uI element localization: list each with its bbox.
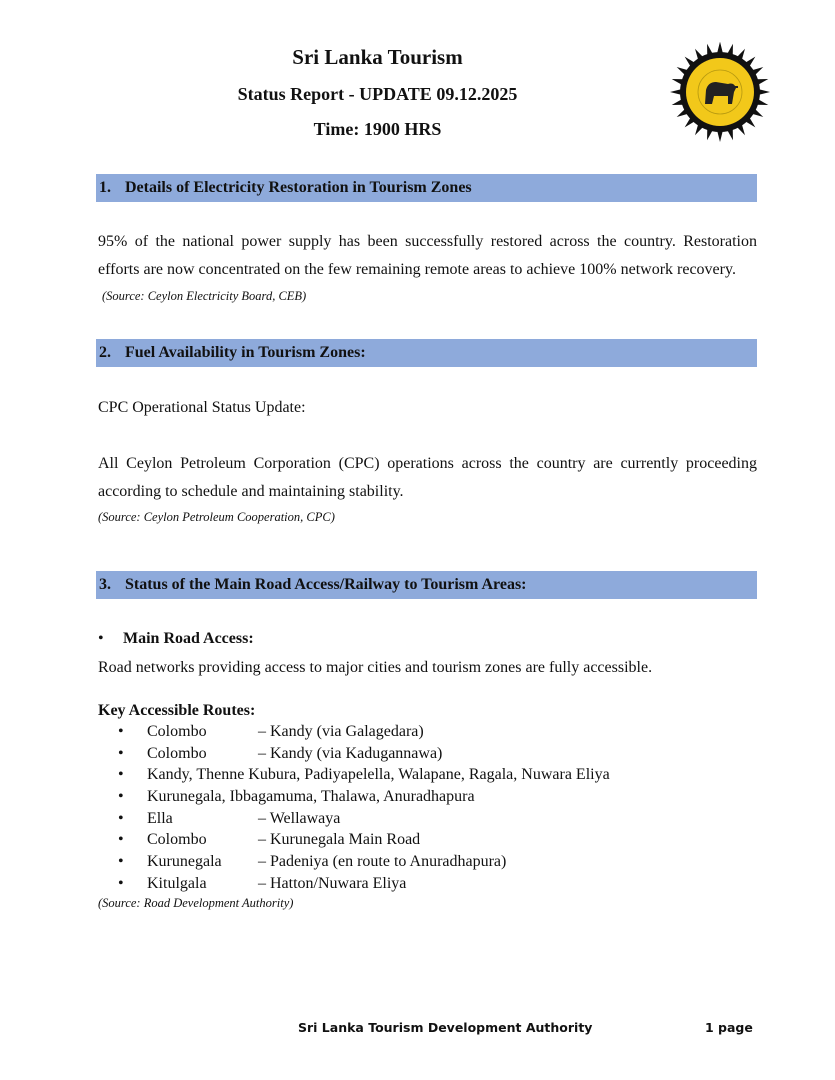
electricity-source: (Source: Ceylon Electricity Board, CEB) [102, 289, 307, 303]
list-item [118, 743, 610, 765]
fuel-paragraph: All Ceylon Petroleum Corporation (CPC) operations across the country are currently proceeding according to schedule and maintaining stability. [98, 455, 757, 500]
document-title: Sri Lanka Tourism [292, 45, 463, 69]
section-title: Status of the Main Road Access/Railway to Tourism Areas: [125, 576, 527, 593]
bullet-icon: • [118, 874, 124, 892]
route-to: – Kandy (via Kadugannawa) [258, 744, 443, 762]
routes-list [118, 721, 610, 895]
roads-source: (Source: Road Development Authority) [98, 896, 294, 910]
section-title: Fuel Availability in Tourism Zones: [125, 344, 366, 361]
footer-organization: Sri Lanka Tourism Development Authority [298, 1020, 593, 1035]
road-paragraph: Road networks providing access to major cities and tourism zones are fully accessible. [98, 659, 653, 676]
bullet-icon: • [118, 788, 124, 806]
route-from: Colombo [147, 723, 207, 740]
bullet-heading-text: Main Road Access: [123, 630, 254, 647]
route-to: – Kandy (via Galagedara) [258, 723, 424, 740]
list-item [118, 764, 610, 786]
list-item [118, 873, 610, 895]
route-from: Kurunegala, Ibbagamuma, Thalawa, Anuradhapura [147, 788, 475, 806]
section-number: 1. [99, 179, 111, 196]
route-from: Colombo [147, 744, 207, 762]
route-to: – Wellawaya [258, 809, 341, 827]
route-from: Colombo [147, 831, 207, 849]
report-subtitle: Status Report - UPDATE 09.12.2025 [237, 84, 518, 104]
report-time: Time: 1900 HRS [313, 119, 442, 139]
bullet-icon: • [118, 853, 124, 871]
footer-page-label: 1 page [705, 1020, 753, 1035]
section-number: 3. [99, 576, 111, 593]
route-to: – Padeniya (en route to Anuradhapura) [258, 853, 507, 871]
route-to: – Kurunegala Main Road [258, 831, 421, 849]
route-from: Kandy, Thenne Kubura, Padiyapelella, Walapane, Ragala, Nuwara Eliya [147, 766, 610, 784]
list-item [118, 851, 610, 873]
route-to: – Hatton/Nuwara Eliya [258, 874, 407, 892]
sltda-emblem-icon [670, 42, 770, 142]
list-item [118, 721, 610, 743]
list-item [118, 829, 610, 851]
key-routes-heading: Key Accessible Routes: [98, 702, 256, 719]
list-item [118, 808, 610, 830]
document-title-block [0, 44, 755, 140]
bullet-icon: • [98, 630, 104, 647]
main-road-access-heading [98, 630, 254, 648]
list-item [118, 786, 610, 808]
electricity-paragraph: 95% of the national power supply has been successfully restored across the country. Restoration efforts are now concentrated on the few remaining remote areas to achieve 100% network recovery. [98, 233, 757, 278]
bullet-icon: • [118, 744, 124, 762]
section-3-header [96, 571, 757, 599]
section-1-header [96, 174, 757, 202]
section-number: 2. [99, 344, 111, 361]
section-title: Details of Electricity Restoration in Tourism Zones [125, 179, 472, 196]
route-from: Kitulgala [147, 874, 207, 892]
section-2-header [96, 339, 757, 367]
cpc-subheading: CPC Operational Status Update: [98, 399, 306, 416]
bullet-icon: • [118, 723, 124, 740]
route-from: Ella [147, 809, 173, 827]
fuel-source: (Source: Ceylon Petroleum Cooperation, CPC) [98, 510, 335, 524]
bullet-icon: • [118, 831, 124, 849]
route-from: Kurunegala [147, 853, 222, 871]
bullet-icon: • [118, 809, 124, 827]
bullet-icon: • [118, 766, 124, 784]
